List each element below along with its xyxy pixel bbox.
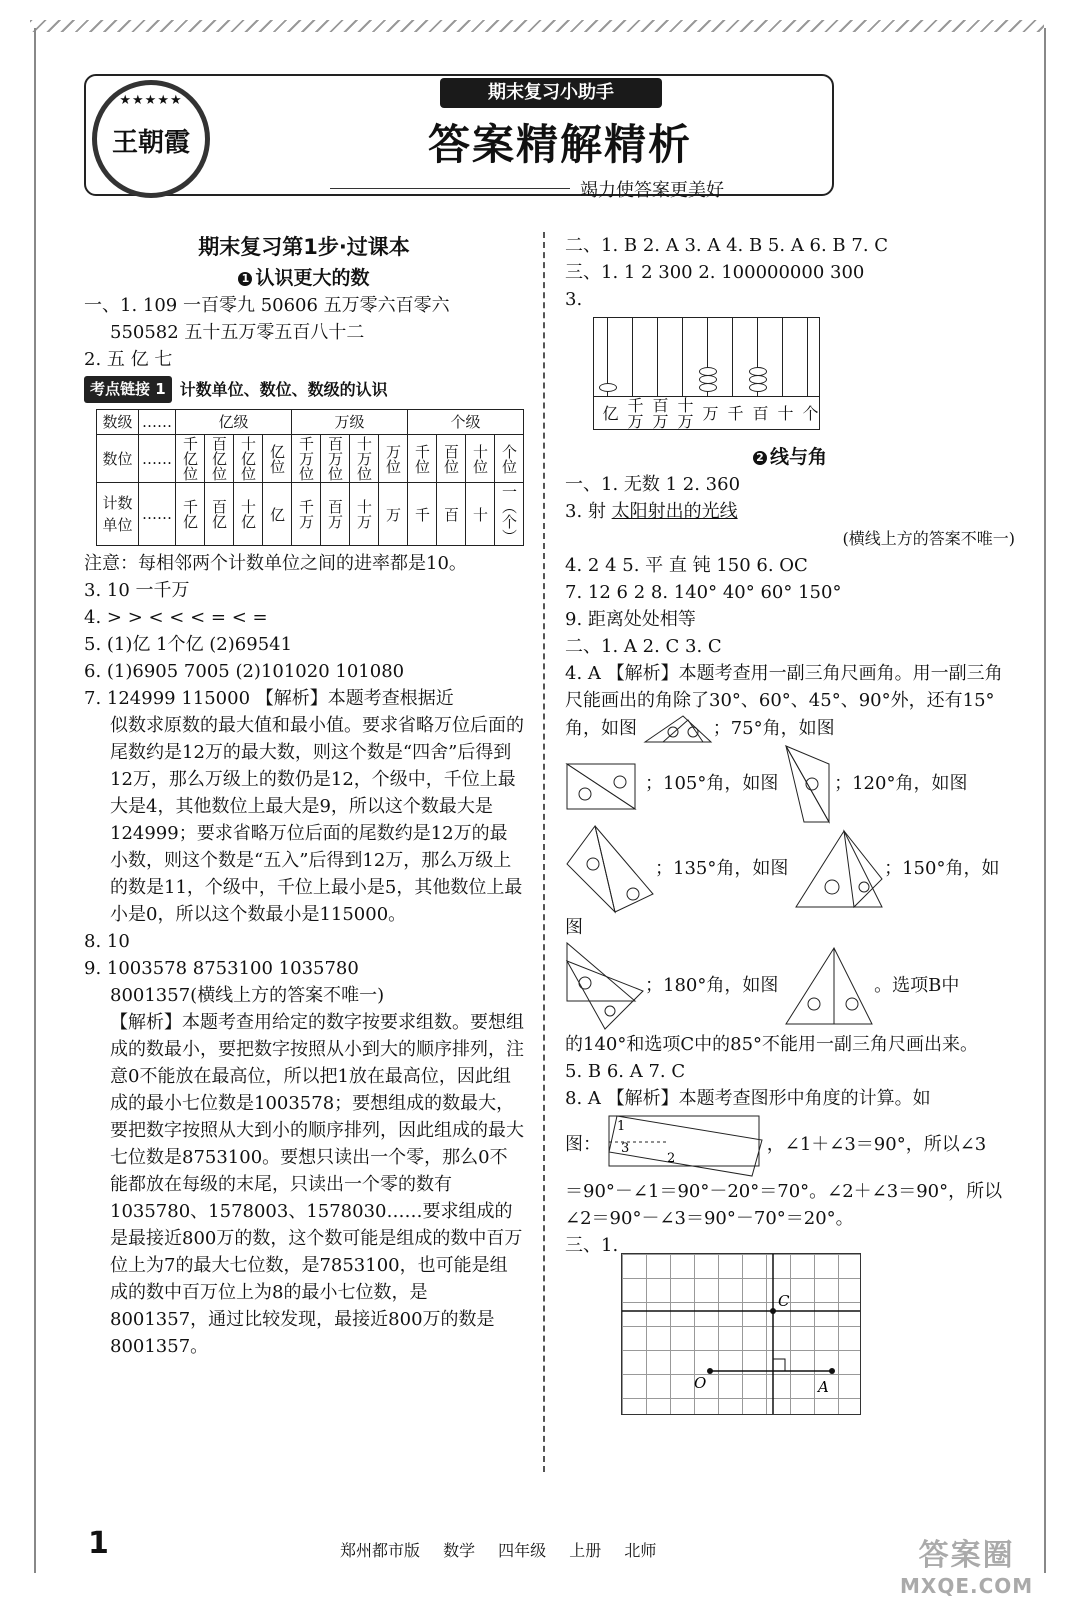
footer-info: 郑州都市版 数学 四年级 上册 北师 bbox=[340, 1541, 657, 1560]
table-cell: 千亿位 bbox=[176, 435, 205, 483]
angle-label: 1 bbox=[616, 1119, 626, 1134]
abacus-bead bbox=[699, 383, 717, 392]
table-cell: 万级 bbox=[292, 410, 408, 435]
answer-underlined: 太阳射出的光线 bbox=[611, 501, 738, 522]
abacus-label: 千 bbox=[725, 405, 744, 421]
watermark bbox=[900, 1530, 1033, 1598]
abacus-rod bbox=[719, 318, 744, 396]
subsection-label-1: 认识更大的数 bbox=[255, 267, 370, 289]
explanation bbox=[565, 941, 1015, 1031]
abacus-label: 十 bbox=[775, 405, 794, 421]
table-cell: 亿位 bbox=[263, 435, 292, 483]
explanation: 似数求原数的最大值和最小值。要求省略万位后面的尾数约是12万的最大数，则这个数是“四舍”后得到12万，那么万级上的数仍是12，个级中，千位上最大是4，其他数位上最大是9，所以这个数最大是124999；要求省略万位后面的尾数约是12万的最小数，则这个数是“五入”后得到12万，那么万级上的数是11，个级中，千位上最小是5，其他数位上最小是0，所以这个数最小是115000。 bbox=[110, 715, 524, 925]
explanation bbox=[565, 1112, 1015, 1178]
abacus-rod bbox=[669, 318, 694, 396]
table-cell: 十亿位 bbox=[234, 435, 263, 483]
subsection-label-2: 线与角 bbox=[769, 446, 827, 468]
abacus-bead bbox=[699, 375, 717, 384]
answer-line: 三、1. 1 2 300 2. 100000000 300 bbox=[565, 262, 865, 283]
answer-line bbox=[565, 498, 1015, 525]
table-cell: 十位 bbox=[466, 435, 495, 483]
explanation: 8. A 【解析】本题考查图形中角度的计算。如 bbox=[565, 1088, 931, 1109]
explanation: ＝90°－∠1＝90°－20°＝70°。∠2＋∠3＝90°，所以∠2＝90°－∠3＝90°－70°＝20°。 bbox=[565, 1181, 1003, 1229]
logo-text: 王朝霞 bbox=[111, 128, 190, 158]
place-value-table bbox=[96, 409, 524, 546]
table-cell: 亿 bbox=[263, 483, 292, 546]
explanation bbox=[565, 824, 1015, 941]
answer-line: 二、1. B 2. A 3. A 4. B 5. A 6. B 7. C bbox=[565, 235, 889, 256]
table-cell: 千万 bbox=[292, 483, 321, 546]
table-cell: 个位 bbox=[495, 435, 524, 483]
answer-line: 4. > > < < < = < = bbox=[84, 607, 268, 628]
explanation: 的140°和选项C中的85°不能用一副三角尺画出来。 bbox=[565, 1034, 979, 1055]
explanation-text: 4. A 【解析】本题考查用一副三角尺画角。用一副三角尺能画出的角除了30°、60°、45°、90°外，还有15°角，如图 bbox=[565, 663, 1003, 739]
table-header: 数位 bbox=[97, 435, 139, 483]
logo-stars: ★★★★★ bbox=[119, 93, 183, 108]
grid-figure bbox=[621, 1253, 861, 1415]
abacus-rod bbox=[744, 318, 769, 396]
explanation-text: ；180°角，如图 bbox=[645, 975, 779, 996]
table-cell: 一（个） bbox=[495, 483, 524, 546]
knowledge-point bbox=[84, 376, 524, 403]
abacus-bead bbox=[599, 383, 617, 392]
subsection-number-2: 2 bbox=[753, 451, 767, 465]
triangle-ruler-figure bbox=[565, 824, 655, 914]
triangle-ruler-figure bbox=[565, 941, 645, 1031]
table-cell: 十 bbox=[466, 483, 495, 546]
abacus-label: 万 bbox=[700, 405, 719, 421]
abacus-rod bbox=[769, 318, 794, 396]
abacus-label: 千万 bbox=[625, 397, 644, 429]
abacus-bead bbox=[749, 375, 767, 384]
abacus-figure bbox=[593, 317, 820, 430]
explanation-text: ，∠1＋∠3＝90°，所以∠3 bbox=[766, 1134, 987, 1155]
explanation bbox=[565, 744, 1015, 824]
answer-line: 5. B 6. A 7. C bbox=[565, 1061, 686, 1082]
table-cell: 千亿 bbox=[176, 483, 205, 546]
answer-line: 9. 距离处处相等 bbox=[565, 609, 696, 630]
right-column bbox=[565, 232, 1015, 1415]
triangle-ruler-figure bbox=[794, 829, 884, 909]
table-cell: 百位 bbox=[437, 435, 466, 483]
page-number: 1 bbox=[88, 1526, 109, 1561]
point-label-a: A bbox=[818, 1378, 829, 1396]
abacus-label: 百万 bbox=[650, 397, 669, 429]
knowledge-tag: 考点链接 1 bbox=[84, 376, 172, 403]
answer-line: 3. 10 一千万 bbox=[84, 580, 190, 601]
abacus-rod bbox=[694, 318, 719, 396]
table-cell: 万位 bbox=[379, 435, 408, 483]
answer-line: 2. 五 亿 七 bbox=[84, 349, 173, 370]
triangle-ruler-figure bbox=[643, 714, 713, 744]
table-cell: …… bbox=[139, 410, 176, 435]
explanation: 【解析】本题考查用给定的数字按要求组数。要想组成的数最小，要把数字按照从小到大的顺序排列，注意0不能放在最高位，所以把1放在最高位，因此组成的最小七位数是1003578；要想组成的数最大，要把数字按照从大到小的顺序排列，因此组成的最大七位数是8753100。要想只读出一个零，那么0不能都放在每级的末尾，只读出一个零的数有1035780、1578003、1578030……要求组成的是最接近800万的数，这个数可能是组成的数中百万位上为7的最大七位数，是7853100，也可能是组成的数中百万位上为8的最小七位数，是8001357，通过比较发现，最接近800万的数是8001357。 bbox=[110, 1012, 524, 1357]
answer-line: 9. 1003578 8753100 1035780 bbox=[84, 958, 359, 979]
table-cell: 百万位 bbox=[321, 435, 350, 483]
explanation-text: ；135°角，如图 bbox=[655, 858, 789, 879]
table-cell: 十万位 bbox=[350, 435, 379, 483]
slogan: 竭力使答案更美好 bbox=[580, 180, 724, 201]
note: 注意：每相邻两个计数单位之间的进率都是10。 bbox=[84, 553, 467, 574]
table-header: 数级 bbox=[97, 410, 139, 435]
table-cell: 千 bbox=[408, 483, 437, 546]
watermark-url: MXQE.COM bbox=[900, 1574, 1034, 1598]
answer-line: 一、1. 109 一百零九 50606 五万零六百零六 bbox=[84, 295, 450, 316]
answer-line: 3. bbox=[565, 289, 583, 310]
subsection-title-2 bbox=[565, 444, 1015, 471]
table-cell: 千万位 bbox=[292, 435, 321, 483]
table-cell: 千位 bbox=[408, 435, 437, 483]
table-cell: 百亿 bbox=[205, 483, 234, 546]
answer-note: (横线上方的答案不唯一) bbox=[842, 529, 1015, 548]
answer-line: 7. 124999 115000 【解析】本题考查根据近 bbox=[84, 688, 454, 709]
abacus-rod bbox=[644, 318, 669, 396]
header-badge: 期末复习小助手 bbox=[440, 78, 662, 108]
table-header: 计数单位 bbox=[97, 483, 139, 546]
point-label-o: O bbox=[694, 1374, 707, 1392]
explanation-text: ；120°角，如图 bbox=[834, 773, 968, 794]
angle-label: 3 bbox=[620, 1141, 630, 1156]
answer-line: 4. 2 4 5. 平 直 钝 150 6. OC bbox=[565, 555, 808, 576]
grid-drawing bbox=[622, 1254, 860, 1414]
table-cell: 十万 bbox=[350, 483, 379, 546]
explanation-text: ；105°角，如图 bbox=[645, 773, 779, 794]
explanation-text: ；75°角，如图 bbox=[712, 718, 835, 739]
folded-paper-figure bbox=[607, 1112, 767, 1178]
page-title: 答案精解精析 bbox=[427, 120, 692, 169]
abacus-rod bbox=[594, 318, 619, 396]
table-cell: …… bbox=[139, 483, 176, 546]
slogan-line bbox=[330, 188, 570, 189]
subsection-title-1 bbox=[84, 265, 524, 292]
abacus-bead bbox=[699, 367, 717, 376]
answer-line: 7. 12 6 2 8. 140° 40° 60° 150° bbox=[565, 582, 842, 603]
abacus-label: 亿 bbox=[600, 405, 619, 421]
answer-line: 5. (1)亿 1个亿 (2)69541 bbox=[84, 634, 293, 655]
answer-line: 一、1. 无数 1 2. 360 bbox=[565, 474, 741, 495]
abacus-label: 百 bbox=[750, 405, 769, 421]
explanation-text: 图： bbox=[565, 1134, 601, 1155]
table-cell: 亿级 bbox=[176, 410, 292, 435]
table-cell: 十亿 bbox=[234, 483, 263, 546]
section-title: 期末复习第1步·过课本 bbox=[198, 235, 410, 259]
brand-logo bbox=[92, 80, 210, 198]
answer-line: 550582 五十五万零五百八十二 bbox=[110, 322, 365, 343]
abacus-rod bbox=[619, 318, 644, 396]
answer-line: 8001357(横线上方的答案不唯一) bbox=[110, 985, 385, 1006]
abacus-rod bbox=[794, 318, 819, 396]
table-cell: 百亿位 bbox=[205, 435, 234, 483]
abacus-bead bbox=[749, 367, 767, 376]
table-cell: …… bbox=[139, 435, 176, 483]
table-cell: 万 bbox=[379, 483, 408, 546]
answer-text: 3. 射 bbox=[565, 501, 612, 522]
watermark-text: 答案圈 bbox=[918, 1538, 1015, 1573]
abacus-label: 个 bbox=[800, 405, 819, 421]
table-cell: 百万 bbox=[321, 483, 350, 546]
angle-label: 2 bbox=[666, 1151, 676, 1166]
column-divider bbox=[543, 232, 545, 1472]
left-column bbox=[84, 230, 524, 1360]
answer-line: 三、1. bbox=[565, 1235, 619, 1256]
answer-line: 6. (1)6905 7005 (2)101020 101080 bbox=[84, 661, 405, 682]
abacus-label: 十万 bbox=[675, 397, 694, 429]
triangle-ruler-figure bbox=[784, 744, 834, 824]
triangle-ruler-figure bbox=[565, 754, 645, 814]
explanation-text: ；150°角，如图 bbox=[565, 858, 1000, 938]
table-cell: 百 bbox=[437, 483, 466, 546]
point-label-c: C bbox=[778, 1292, 790, 1310]
abacus-bead bbox=[749, 383, 767, 392]
table-cell: 个级 bbox=[408, 410, 524, 435]
answer-line: 二、1. A 2. C 3. C bbox=[565, 636, 722, 657]
explanation bbox=[565, 660, 1015, 744]
triangle-ruler-figure bbox=[784, 946, 874, 1026]
answer-line: 8. 10 bbox=[84, 931, 130, 952]
knowledge-text: 计数单位、数位、数级的认识 bbox=[179, 380, 388, 399]
subsection-number-1: 1 bbox=[238, 272, 252, 286]
explanation-text: 。选项B中 bbox=[874, 975, 960, 996]
